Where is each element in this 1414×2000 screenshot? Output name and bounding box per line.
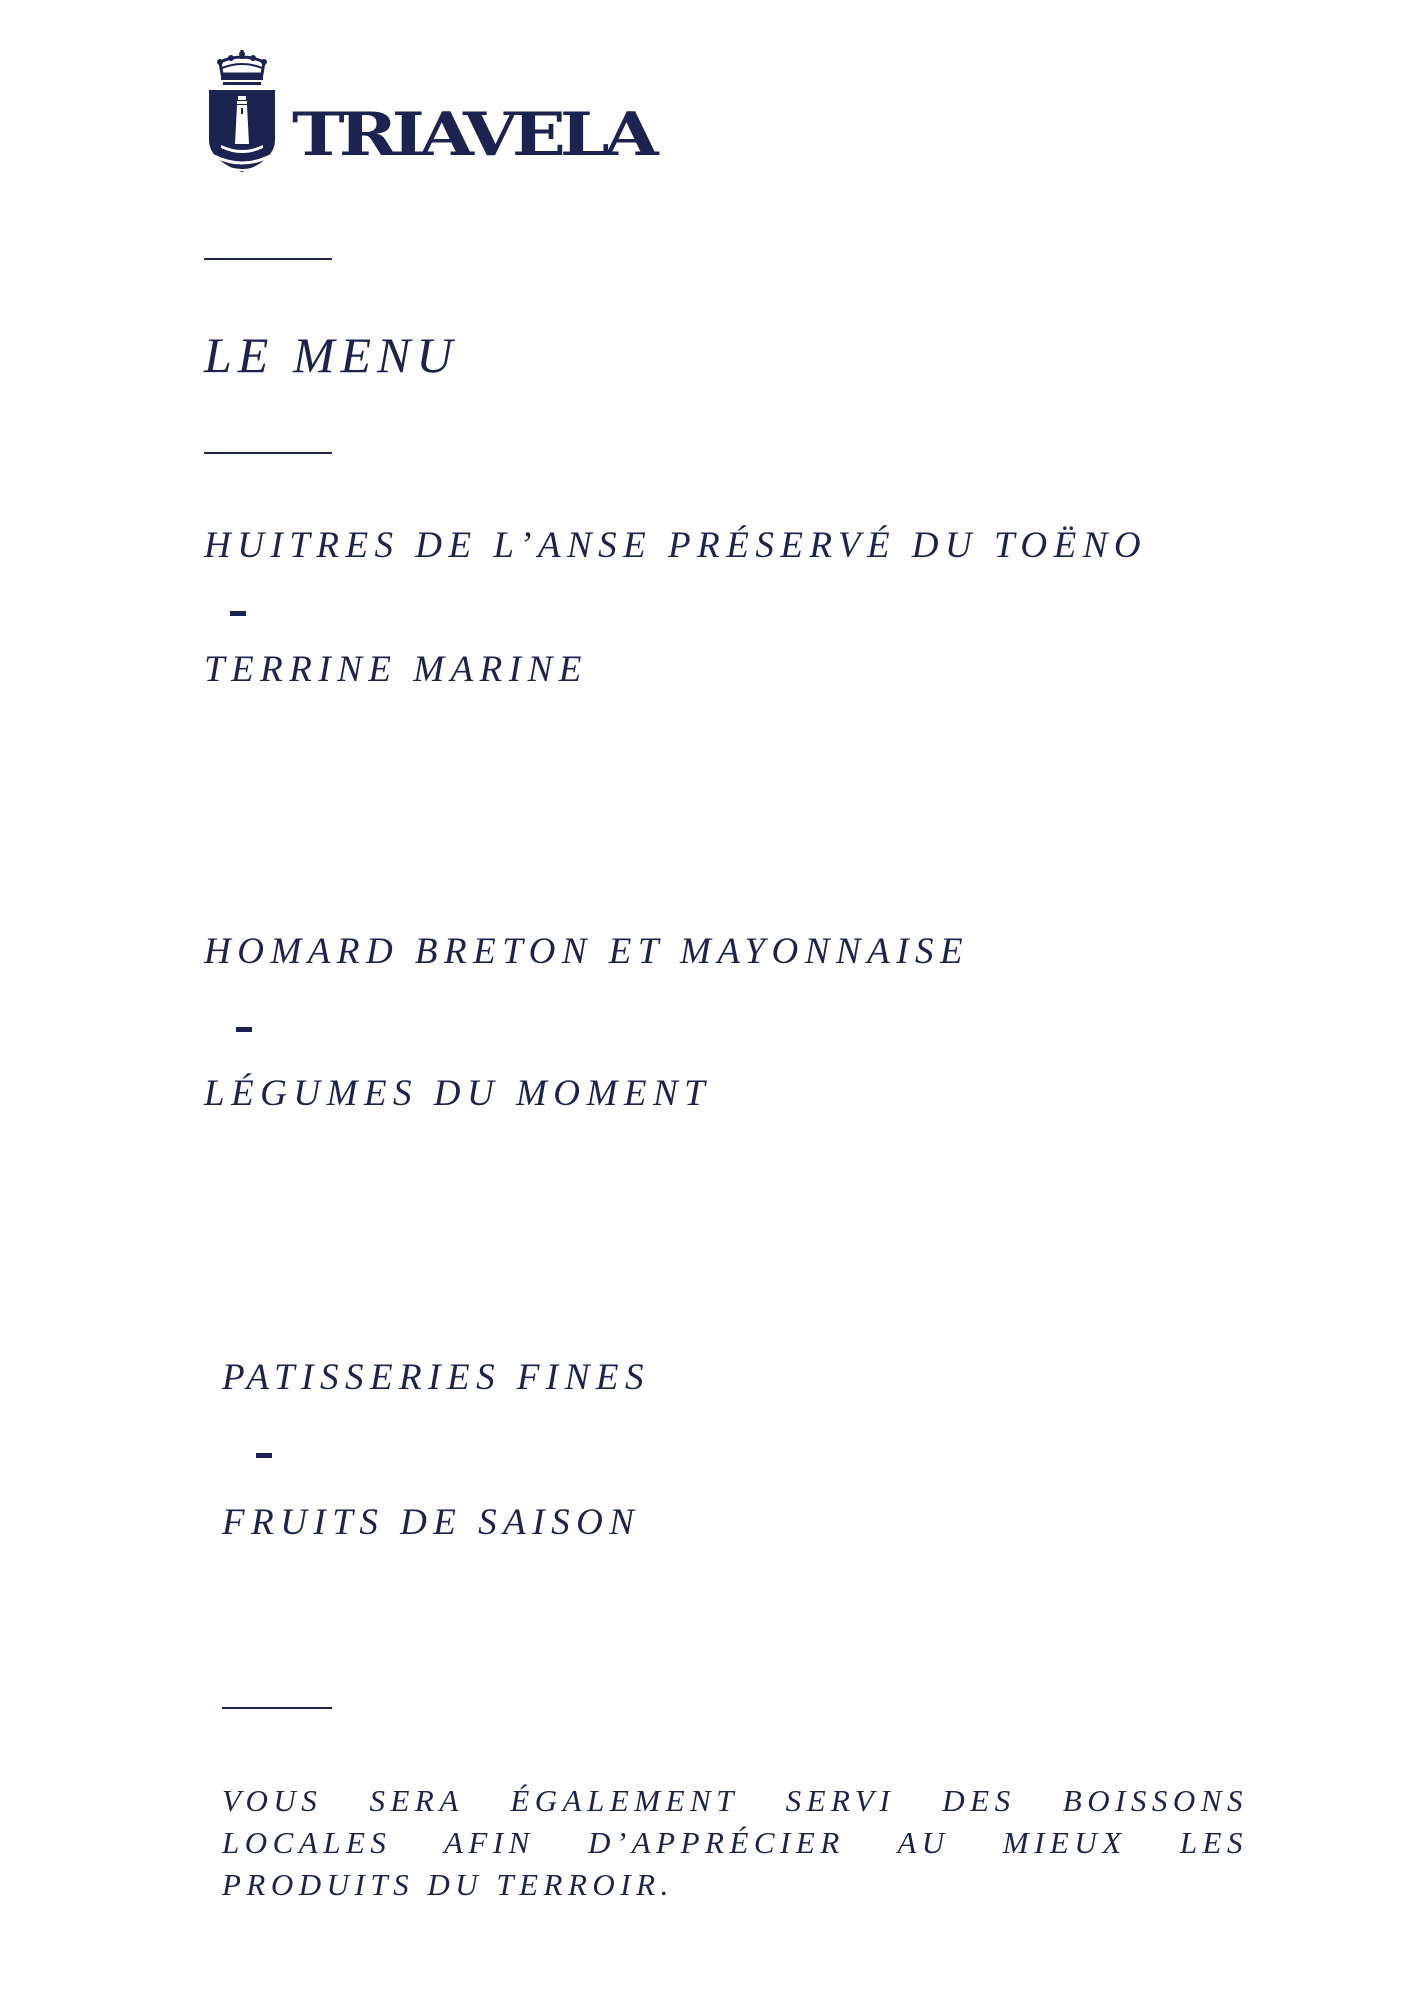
- course-3-separator: [256, 1453, 272, 1458]
- page-title: LE MENU: [204, 327, 459, 383]
- bottom-divider: [222, 1707, 332, 1709]
- brand-wordmark: TRIAVELA: [292, 100, 653, 170]
- top-divider: [204, 258, 332, 260]
- course-1-separator: [230, 611, 246, 616]
- course-2-separator: [236, 1027, 252, 1032]
- course-1-second-dish: TERRINE MARINE: [204, 649, 588, 690]
- course-3-second-dish: FRUITS DE SAISON: [222, 1502, 641, 1543]
- course-1-first-dish: HUITRES DE L’ANSE PRÉSERVÉ DU TOËNO: [204, 525, 1148, 566]
- course-2-second-dish: LÉGUMES DU MOMENT: [204, 1073, 712, 1114]
- beverage-note: VOUS SERA ÉGALEMENT SERVI DES BOISSONS LOCALES AFIN D’APPRÉCIER AU MIEUX LES PRODUITS DU TERROIR.: [222, 1783, 1248, 1902]
- course-3-first-dish: PATISSERIES FINES: [222, 1357, 651, 1398]
- course-2-first-dish: HOMARD BRETON ET MAYONNAISE: [204, 931, 970, 972]
- crown-shield-logo-icon: [206, 48, 278, 178]
- title-divider: [204, 452, 332, 454]
